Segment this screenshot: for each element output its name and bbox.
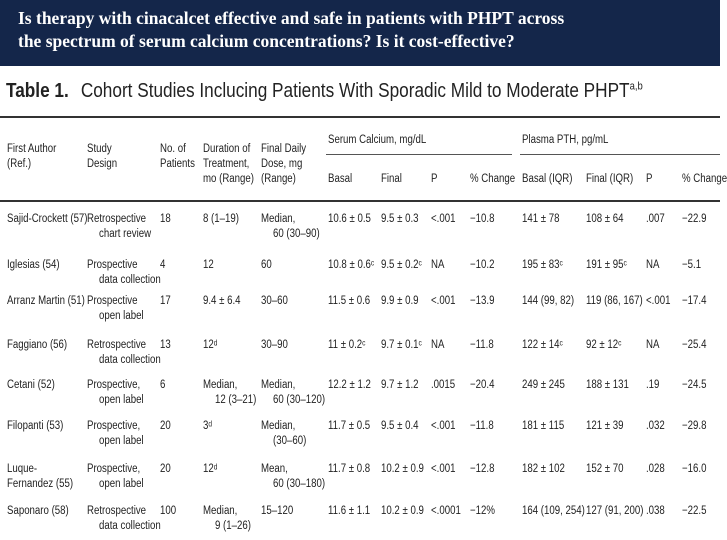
column-header-3-l2: Patients (160, 158, 195, 170)
cell-design2: open label (99, 478, 144, 490)
cell-author: Iglesias (54) (7, 259, 60, 271)
cell-ca-change: −11.8 (470, 420, 494, 432)
cell-ca-final: 9.5 ± 0.4 (381, 420, 419, 432)
cell-design2: data collection (99, 274, 161, 286)
cell-pth-change: −5.1 (682, 259, 702, 271)
cell-dose2: 60 (30–180) (273, 478, 326, 490)
column-header-5-l2: Dose, mg (261, 158, 303, 170)
cell-design: Retrospective (87, 213, 147, 225)
cell-dose: 15–120 (261, 505, 294, 517)
cell-pth-basal: 122 ± 14ᶜ (522, 339, 563, 351)
cell-design2: data collection (99, 520, 161, 532)
cell-ca-basal: 11 ± 0.2ᶜ (328, 339, 366, 351)
cell-ca-change: −11.8 (470, 339, 494, 351)
cell-design: Prospective, (87, 420, 141, 432)
cell-design: Retrospective (87, 339, 147, 351)
cell-ca-final: 9.5 ± 0.2ᶜ (381, 259, 422, 271)
cell-pth-basal: 249 ± 245 (522, 379, 565, 391)
cell-dose: Median, (261, 420, 296, 432)
cell-duration: 12ᵈ (203, 463, 218, 475)
cell-pth-p: .032 (646, 420, 665, 432)
cell-author2: Fernandez (55) (7, 478, 74, 490)
cell-ca-change: −12% (470, 505, 495, 517)
group-header-serum-calcium: Serum Calcium, mg/dL (328, 134, 427, 146)
cell-design2: open label (99, 394, 144, 406)
cell-pth-final: 191 ± 95ᶜ (586, 259, 627, 271)
cell-author: Luque- (7, 463, 38, 475)
slide-title-line2: the spectrum of serum calcium concentrations? Is it cost-effective? (18, 31, 515, 51)
cell-ca-change: −12.8 (470, 463, 495, 475)
cell-ca-p: <.0001 (431, 505, 461, 517)
cell-n: 6 (160, 379, 166, 391)
cell-n: 20 (160, 463, 171, 475)
cell-pth-change: −17.4 (682, 295, 707, 307)
cell-author: Arranz Martin (51) (7, 295, 85, 307)
cell-dose: Median, (261, 379, 296, 391)
cell-pth-change: −22.5 (682, 505, 707, 517)
cell-dose2: 60 (30–90) (273, 228, 320, 240)
column-header-7-l3: Final (381, 173, 402, 185)
cell-design: Prospective, (87, 463, 141, 475)
cell-ca-basal: 10.8 ± 0.6ᶜ (328, 259, 375, 271)
cell-pth-p: NA (646, 259, 660, 271)
column-header-10-l3: Basal (IQR) (522, 173, 573, 185)
cell-duration: 8 (1–19) (203, 213, 239, 225)
cell-author: Faggiano (56) (7, 339, 68, 351)
cell-pth-final: 119 (86, 167) (586, 295, 643, 307)
column-header-6-l3: Basal (328, 173, 353, 185)
cell-dose: Mean, (261, 463, 288, 475)
column-header-13-l3: % Change (682, 173, 727, 185)
cell-author: Filopanti (53) (7, 420, 64, 432)
table-caption-footnote: a,b (629, 80, 643, 93)
cell-design: Prospective, (87, 379, 141, 391)
cell-ca-change: −10.2 (470, 259, 495, 271)
cell-pth-p: <.001 (646, 295, 671, 307)
group-underline-pth (520, 154, 720, 155)
cell-ca-final: 9.9 ± 0.9 (381, 295, 419, 307)
cell-design: Prospective (87, 295, 138, 307)
slide-title (18, 7, 708, 53)
cell-pth-change: −16.0 (682, 463, 707, 475)
cell-duration2: 12 (3–21) (215, 394, 257, 406)
cell-ca-p: <.001 (431, 463, 456, 475)
cell-pth-change: −22.9 (682, 213, 707, 225)
cell-ca-basal: 11.7 ± 0.5 (328, 420, 371, 432)
cell-duration: 12 (203, 259, 214, 271)
cell-design2: chart review (99, 228, 152, 240)
cell-ca-basal: 11.6 ± 1.1 (328, 505, 371, 517)
column-header-1-l1: First Author (7, 143, 57, 155)
cell-pth-p: NA (646, 339, 660, 351)
cell-duration2: 9 (1–26) (215, 520, 251, 532)
cell-ca-p: <.001 (431, 213, 456, 225)
cell-pth-final: 188 ± 131 (586, 379, 629, 391)
column-header-4-l1: Duration of (203, 143, 251, 155)
cell-ca-change: −13.9 (470, 295, 495, 307)
table-caption-text: Cohort Studies Inclucing Patients With Sporadic Mild to Moderate PHPT (80, 80, 630, 102)
cell-pth-change: −24.5 (682, 379, 707, 391)
table-caption (6, 80, 643, 103)
cell-pth-basal: 141 ± 78 (522, 213, 560, 225)
cell-pth-change: −29.8 (682, 420, 707, 432)
column-header-8-l3: P (431, 173, 438, 185)
cell-dose: 30–90 (261, 339, 288, 351)
cell-pth-basal: 195 ± 83ᶜ (522, 259, 563, 271)
column-header-3-l1: No. of (160, 143, 186, 155)
cell-pth-p: .038 (646, 505, 665, 517)
cell-n: 20 (160, 420, 171, 432)
cell-dose: Median, (261, 213, 296, 225)
cell-n: 4 (160, 259, 166, 271)
cell-n: 17 (160, 295, 171, 307)
cell-design2: open label (99, 435, 144, 447)
column-header-12-l3: P (646, 173, 653, 185)
cell-pth-final: 108 ± 64 (586, 213, 624, 225)
cell-pth-final: 121 ± 39 (586, 420, 624, 432)
cell-ca-p: NA (431, 339, 445, 351)
cell-ca-p: <.001 (431, 295, 456, 307)
cell-duration: 3ᵈ (203, 420, 213, 432)
cell-ca-basal: 10.6 ± 0.5 (328, 213, 371, 225)
cell-dose: 30–60 (261, 295, 288, 307)
cell-pth-change: −25.4 (682, 339, 707, 351)
cell-duration: 12ᵈ (203, 339, 218, 351)
cell-author: Saponaro (58) (7, 505, 69, 517)
column-header-2-l1: Study (87, 143, 112, 155)
cell-dose2: (30–60) (273, 435, 307, 447)
cell-ca-basal: 11.5 ± 0.6 (328, 295, 371, 307)
cell-pth-basal: 164 (109, 254) (522, 505, 585, 517)
cell-design: Prospective (87, 259, 138, 271)
column-header-1-l2: (Ref.) (7, 158, 32, 170)
slide-header (0, 0, 720, 66)
cell-author: Sajid-Crockett (57) (7, 213, 88, 225)
column-header-4-l2: Treatment, (203, 158, 250, 170)
cell-pth-final: 127 (91, 200) (586, 505, 644, 517)
cell-dose: 60 (261, 259, 272, 271)
cell-design2: data collection (99, 354, 161, 366)
cell-pth-final: 92 ± 12ᶜ (586, 339, 622, 351)
column-header-2-l2: Design (87, 158, 118, 170)
table-figure (0, 66, 727, 540)
cell-pth-basal: 182 ± 102 (522, 463, 565, 475)
column-header-11-l3: Final (IQR) (586, 173, 634, 185)
header-bottom-rule (0, 200, 720, 202)
column-header-4-l3: mo (Range) (203, 173, 255, 185)
cell-pth-p: .007 (646, 213, 665, 225)
cell-ca-basal: 11.7 ± 0.8 (328, 463, 371, 475)
cell-ca-change: −20.4 (470, 379, 495, 391)
cell-ca-p: <.001 (431, 420, 456, 432)
cell-ca-p: .0015 (431, 379, 456, 391)
group-header-plasma-pth: Plasma PTH, pg/mL (522, 134, 609, 146)
cell-pth-p: .028 (646, 463, 665, 475)
cell-ca-final: 10.2 ± 0.9 (381, 505, 424, 517)
cell-ca-change: −10.8 (470, 213, 495, 225)
cell-duration: Median, (203, 505, 238, 517)
cell-ca-final: 9.7 ± 0.1ᶜ (381, 339, 422, 351)
column-header-5-l1: Final Daily (261, 143, 307, 155)
cell-ca-basal: 12.2 ± 1.2 (328, 379, 371, 391)
cell-pth-final: 152 ± 70 (586, 463, 624, 475)
cell-pth-basal: 144 (99, 82) (522, 295, 575, 307)
group-underline-serum (326, 154, 512, 155)
column-header-5-l3: (Range) (261, 173, 296, 185)
cell-ca-final: 9.5 ± 0.3 (381, 213, 419, 225)
cell-duration: Median, (203, 379, 238, 391)
cell-design: Retrospective (87, 505, 147, 517)
slide-title-line1: Is therapy with cinacalcet effective and safe in patients with PHPT across (18, 8, 565, 28)
cell-duration: 9.4 ± 6.4 (203, 295, 241, 307)
cell-ca-final: 9.7 ± 1.2 (381, 379, 419, 391)
cell-n: 18 (160, 213, 171, 225)
cell-author: Cetani (52) (7, 379, 55, 391)
table-top-rule (0, 116, 720, 118)
column-header-9-l3: % Change (470, 173, 516, 185)
cell-pth-p: .19 (646, 379, 660, 391)
cell-dose2: 60 (30–120) (273, 394, 326, 406)
cell-design2: open label (99, 310, 144, 322)
table-label: Table 1. (6, 80, 69, 102)
cell-n: 13 (160, 339, 171, 351)
cell-ca-p: NA (431, 259, 445, 271)
cell-ca-final: 10.2 ± 0.9 (381, 463, 424, 475)
cell-n: 100 (160, 505, 177, 517)
cell-pth-basal: 181 ± 115 (522, 420, 565, 432)
